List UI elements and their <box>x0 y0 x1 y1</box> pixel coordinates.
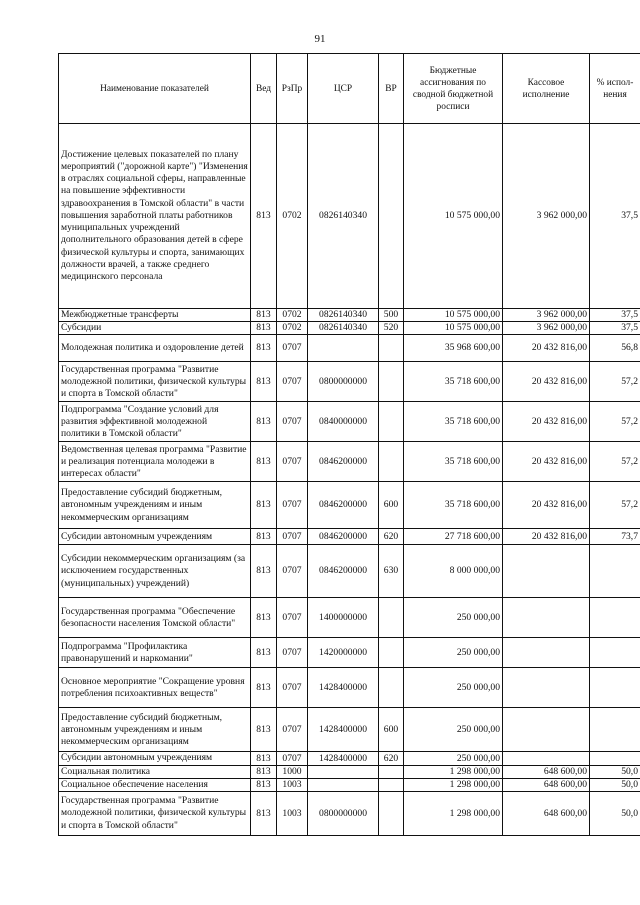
row-cash: 648 600,00 <box>503 778 590 791</box>
row-csr: 1420000000 <box>308 638 379 668</box>
row-rzpr: 0707 <box>277 545 308 598</box>
table-row <box>59 792 640 836</box>
row-pct <box>590 668 640 708</box>
row-name: Достижение целевых показателей по плану мероприятий ("дорожной карте") "Изменения в отраслях социальной сферы, направленные на повышение эффективности здравоохранения в Томской области" в части повышения заработной платы работников муниципальных учреждений дополнительного образования детей в сфере физической культуры и спорта, занимающих должности врачей, а также среднего медицинского персонала <box>59 124 251 309</box>
row-rzpr: 0702 <box>277 322 308 335</box>
row-ved: 813 <box>251 482 277 529</box>
row-rzpr: 1003 <box>277 778 308 791</box>
row-csr: 0800000000 <box>308 362 379 402</box>
table-row <box>59 668 640 708</box>
row-cash: 648 600,00 <box>503 792 590 836</box>
row-ved: 813 <box>251 638 277 668</box>
row-cash <box>503 598 590 638</box>
row-csr: 1428400000 <box>308 752 379 765</box>
row-ved: 813 <box>251 335 277 362</box>
row-vr <box>379 402 404 442</box>
row-pct <box>590 598 640 638</box>
row-name: Предоставление субсидий бюджетным, автономным учреждениям и иным некоммерческим организациям <box>59 708 251 752</box>
row-name: Субсидии автономным учреждениям <box>59 529 251 545</box>
row-name: Социальное обеспечение населения <box>59 778 251 791</box>
table-row <box>59 442 640 482</box>
row-name: Молодежная политика и оздоровление детей <box>59 335 251 362</box>
row-vr: 600 <box>379 708 404 752</box>
row-rzpr: 0702 <box>277 124 308 309</box>
row-cash: 648 600,00 <box>503 765 590 778</box>
row-pct: 37,5 <box>590 322 640 335</box>
row-vr: 620 <box>379 529 404 545</box>
row-pct <box>590 638 640 668</box>
row-name: Социальная политика <box>59 765 251 778</box>
row-budget: 35 718 600,00 <box>404 482 503 529</box>
table-row <box>59 638 640 668</box>
row-budget: 35 718 600,00 <box>404 442 503 482</box>
row-ved: 813 <box>251 529 277 545</box>
table-row <box>59 402 640 442</box>
table-row <box>59 482 640 529</box>
table-row <box>59 752 640 765</box>
budget-table <box>58 53 640 836</box>
row-rzpr: 1003 <box>277 792 308 836</box>
table-row <box>59 765 640 778</box>
row-cash: 3 962 000,00 <box>503 322 590 335</box>
row-csr: 1400000000 <box>308 598 379 638</box>
table-row <box>59 778 640 791</box>
row-cash: 20 432 816,00 <box>503 529 590 545</box>
row-budget: 27 718 600,00 <box>404 529 503 545</box>
row-vr <box>379 668 404 708</box>
row-cash: 20 432 816,00 <box>503 362 590 402</box>
row-ved: 813 <box>251 442 277 482</box>
row-csr: 1428400000 <box>308 708 379 752</box>
row-name: Подпрограмма "Профилактика правонарушений и наркомании" <box>59 638 251 668</box>
row-name: Субсидии автономным учреждениям <box>59 752 251 765</box>
row-cash <box>503 668 590 708</box>
row-budget: 250 000,00 <box>404 638 503 668</box>
row-vr <box>379 778 404 791</box>
row-pct <box>590 545 640 598</box>
header-budget: Бюджетные ассигнования по сводной бюджетной росписи <box>404 54 503 124</box>
row-rzpr: 1000 <box>277 765 308 778</box>
row-name: Государственная программа "Развитие молодежной политики, физической культуры и спорта в Томской области" <box>59 362 251 402</box>
row-ved: 813 <box>251 668 277 708</box>
row-csr: 0826140340 <box>308 309 379 322</box>
row-csr: 0846200000 <box>308 529 379 545</box>
row-rzpr: 0707 <box>277 598 308 638</box>
row-name: Субсидии некоммерческим организациям (за исключением государственных (муниципальных) учреждений) <box>59 545 251 598</box>
row-cash: 20 432 816,00 <box>503 482 590 529</box>
header-pct: % испол-нения <box>590 54 640 124</box>
header-name: Наименование показателей <box>59 54 251 124</box>
table-row <box>59 309 640 322</box>
row-csr: 0840000000 <box>308 402 379 442</box>
row-budget: 35 968 600,00 <box>404 335 503 362</box>
row-budget: 1 298 000,00 <box>404 792 503 836</box>
row-name: Субсидии <box>59 322 251 335</box>
row-budget: 250 000,00 <box>404 752 503 765</box>
table-row <box>59 708 640 752</box>
row-name: Государственная программа "Обеспечение безопасности населения Томской области" <box>59 598 251 638</box>
row-pct: 56,8 <box>590 335 640 362</box>
row-rzpr: 0707 <box>277 752 308 765</box>
row-vr: 500 <box>379 309 404 322</box>
row-ved: 813 <box>251 708 277 752</box>
row-name: Подпрограмма "Создание условий для развития эффективной молодежной политики в Томской области" <box>59 402 251 442</box>
row-csr: 0826140340 <box>308 322 379 335</box>
header-csr: ЦСР <box>308 54 379 124</box>
row-name: Ведомственная целевая программа "Развитие и реализация потенциала молодежи в интересах области" <box>59 442 251 482</box>
row-csr: 0826140340 <box>308 124 379 309</box>
header-cash: Кассовое исполнение <box>503 54 590 124</box>
row-cash <box>503 545 590 598</box>
row-pct: 50,0 <box>590 778 640 791</box>
row-pct: 50,0 <box>590 765 640 778</box>
row-rzpr: 0707 <box>277 362 308 402</box>
row-rzpr: 0707 <box>277 668 308 708</box>
row-csr <box>308 778 379 791</box>
row-vr <box>379 362 404 402</box>
row-pct <box>590 752 640 765</box>
row-budget: 35 718 600,00 <box>404 402 503 442</box>
table-header-row <box>59 54 640 124</box>
row-csr: 1428400000 <box>308 668 379 708</box>
row-budget: 1 298 000,00 <box>404 778 503 791</box>
row-ved: 813 <box>251 792 277 836</box>
row-vr <box>379 124 404 309</box>
row-ved: 813 <box>251 362 277 402</box>
row-ved: 813 <box>251 765 277 778</box>
row-budget: 8 000 000,00 <box>404 545 503 598</box>
row-cash: 20 432 816,00 <box>503 442 590 482</box>
row-pct: 57,2 <box>590 402 640 442</box>
header-ved: Вед <box>251 54 277 124</box>
row-pct: 37,5 <box>590 309 640 322</box>
row-ved: 813 <box>251 124 277 309</box>
row-csr: 0846200000 <box>308 442 379 482</box>
row-csr <box>308 765 379 778</box>
row-cash: 20 432 816,00 <box>503 402 590 442</box>
row-budget: 250 000,00 <box>404 598 503 638</box>
row-budget: 250 000,00 <box>404 708 503 752</box>
row-cash <box>503 708 590 752</box>
row-vr <box>379 598 404 638</box>
row-budget: 10 575 000,00 <box>404 124 503 309</box>
row-ved: 813 <box>251 598 277 638</box>
row-pct: 73,7 <box>590 529 640 545</box>
table-row <box>59 335 640 362</box>
row-budget: 10 575 000,00 <box>404 322 503 335</box>
table-row <box>59 529 640 545</box>
row-rzpr: 0707 <box>277 442 308 482</box>
table-row <box>59 545 640 598</box>
table-row <box>59 362 640 402</box>
row-ved: 813 <box>251 309 277 322</box>
row-pct: 57,2 <box>590 482 640 529</box>
row-rzpr: 0702 <box>277 309 308 322</box>
row-ved: 813 <box>251 402 277 442</box>
row-ved: 813 <box>251 545 277 598</box>
row-name: Предоставление субсидий бюджетным, автономным учреждениям и иным некоммерческим организациям <box>59 482 251 529</box>
row-budget: 35 718 600,00 <box>404 362 503 402</box>
header-vr: ВР <box>379 54 404 124</box>
header-rzpr: РзПр <box>277 54 308 124</box>
row-pct: 57,2 <box>590 362 640 402</box>
row-vr: 620 <box>379 752 404 765</box>
row-pct: 57,2 <box>590 442 640 482</box>
row-rzpr: 0707 <box>277 638 308 668</box>
row-budget: 10 575 000,00 <box>404 309 503 322</box>
row-ved: 813 <box>251 778 277 791</box>
row-name: Основное мероприятие "Сокращение уровня потребления психоактивных веществ" <box>59 668 251 708</box>
row-name: Государственная программа "Развитие молодежной политики, физической культуры и спорта в Томской области" <box>59 792 251 836</box>
row-vr <box>379 765 404 778</box>
row-name: Межбюджетные трансферты <box>59 309 251 322</box>
table-row <box>59 124 640 309</box>
row-vr: 630 <box>379 545 404 598</box>
row-cash: 3 962 000,00 <box>503 124 590 309</box>
row-csr: 0846200000 <box>308 545 379 598</box>
row-rzpr: 0707 <box>277 529 308 545</box>
page-number: 91 <box>314 33 326 45</box>
row-rzpr: 0707 <box>277 708 308 752</box>
row-cash: 20 432 816,00 <box>503 335 590 362</box>
row-rzpr: 0707 <box>277 482 308 529</box>
row-vr: 600 <box>379 482 404 529</box>
row-csr <box>308 335 379 362</box>
row-vr <box>379 638 404 668</box>
row-budget: 250 000,00 <box>404 668 503 708</box>
row-vr <box>379 442 404 482</box>
row-vr <box>379 335 404 362</box>
row-cash <box>503 638 590 668</box>
row-vr <box>379 792 404 836</box>
table-row <box>59 598 640 638</box>
row-ved: 813 <box>251 322 277 335</box>
row-rzpr: 0707 <box>277 335 308 362</box>
row-rzpr: 0707 <box>277 402 308 442</box>
row-budget: 1 298 000,00 <box>404 765 503 778</box>
row-pct: 50,0 <box>590 792 640 836</box>
row-vr: 520 <box>379 322 404 335</box>
row-cash: 3 962 000,00 <box>503 309 590 322</box>
table-row <box>59 322 640 335</box>
row-ved: 813 <box>251 752 277 765</box>
row-pct: 37,5 <box>590 124 640 309</box>
row-csr: 0800000000 <box>308 792 379 836</box>
row-pct <box>590 708 640 752</box>
row-csr: 0846200000 <box>308 482 379 529</box>
row-cash <box>503 752 590 765</box>
